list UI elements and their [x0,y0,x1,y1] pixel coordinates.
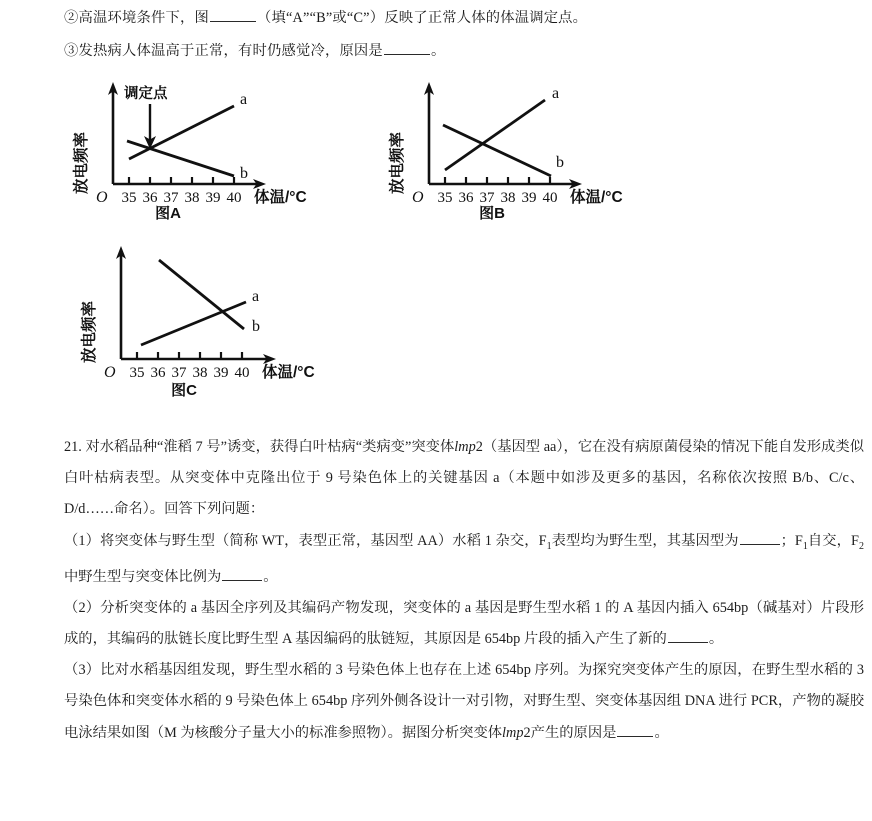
chart-figure-b [388,78,658,222]
x-axis-tick-labels [438,190,558,206]
tick-label: 35 [437,190,453,206]
series-b-line [159,260,244,329]
figure-caption: 图A [155,205,181,222]
question-item-3-after: 。 [430,43,446,59]
origin-label: O [412,189,424,206]
y-axis-label: 放电频率 [73,131,90,194]
answer-blank[interactable] [668,642,708,643]
question-21-stem-part1: 对水稻品种“淮稻 7 号”诱变，获得白叶枯病“类病变”突变体 [85,439,455,455]
origin-label: O [104,364,116,381]
tick-label: 38 [184,190,200,206]
x-axis-tick-labels [122,190,242,206]
gene-name-italic: lmp [454,439,476,455]
tick-label: 39 [205,190,221,206]
y-axis-label: 放电频率 [81,300,98,363]
set-point-annotation-label: 调定点 [124,86,168,102]
tick-label: 36 [142,190,158,206]
y-axis-label: 放电频率 [389,131,406,194]
question-21-stem [64,432,864,526]
question-item-2 [64,8,587,28]
tick-label: 40 [542,190,558,206]
sub1-text-a: （1）将突变体与野生型（简称 WT，表型正常，基因型 AA）水稻 1 杂交，F [64,532,547,549]
answer-blank[interactable] [740,544,780,545]
series-b-label: b [252,318,260,335]
series-a-label: a [240,91,248,108]
tick-label: 39 [213,365,229,381]
tick-label: 36 [150,365,166,381]
tick-label: 38 [500,190,516,206]
series-b-label: b [556,154,564,171]
tick-label: 37 [163,190,179,206]
gene-name-number: 2 [475,439,483,455]
axes [116,246,276,364]
chart-figure-a [72,78,342,222]
sub2-text-b: 。 [708,631,724,648]
series-a-line [445,100,545,170]
answer-blank[interactable] [384,54,430,55]
x-axis-label: 体温/°C [262,364,315,381]
question-item-3-lead: ③发热病人体温高于正常，有时仍感觉冷，原因是 [64,43,383,59]
question-item-3 [64,41,445,61]
set-point-arrow-icon [144,104,156,149]
sub3-text-b: 产生的原因是 [530,724,617,741]
f2-subscript: 2 [859,540,865,552]
tick-label: 35 [129,365,145,381]
f1-subscript: 1 [546,540,552,552]
question-21-sub1 [64,526,864,593]
sub3-text-c: 。 [654,724,669,741]
sub3-text-a: （3）比对水稻基因组发现，野生型水稻的 3 号染色体上也存在上述 654bp 序列。为探究突变体产生的原因，在野生型水稻的 3 号染色体和突变体水稻的 9 号染色体上 654bp 序列外侧各设计一对引物，对野生型、突变体基因组 DNA 进行 PCR，产物的凝胶电泳结果如图（M 为核酸分子量大小的标准参照物）。据图分析突变体 [64,662,864,741]
series-a-line [141,302,246,345]
sub1-text-e: 中野生型与突变体比例为 [64,568,222,585]
x-axis-label: 体温/°C [570,189,623,206]
f1-subscript: 1 [802,540,808,552]
question-item-2-lead: ②高温环境条件下，图 [64,10,209,26]
chart-figure-c [72,235,362,399]
series-a-label: a [252,288,260,305]
question-21-block [64,432,864,749]
figure-c-svg [72,235,362,399]
question-21-sub2 [64,593,864,655]
answer-blank[interactable] [222,580,262,581]
tick-label: 37 [171,365,187,381]
series-a-label: a [552,85,560,102]
sub1-text-d: 自交，F [807,532,860,549]
figure-caption: 图C [171,382,197,399]
series-b-label: b [240,165,248,182]
question-21-number: 21. [64,439,82,455]
tick-label: 35 [121,190,137,206]
figure-a-svg [72,78,342,222]
gene-name-number: 2 [523,724,531,741]
tick-label: 40 [226,190,242,206]
series-a-line [129,106,234,159]
sub1-text-c: ；F [780,532,803,549]
x-axis-label: 体温/°C [254,189,307,206]
figure-b-svg [388,78,658,222]
answer-blank[interactable] [210,21,256,22]
answer-blank[interactable] [617,736,653,737]
gene-name-italic: lmp [502,724,524,741]
tick-label: 36 [458,190,474,206]
sub1-text-b: 表型均为野生型，其基因型为 [551,532,739,549]
question-21-stem-part2: （基因型 aa），它在没有病原菌侵染的情况下能自发形成类似白叶枯病表型。从突变体中克隆出位于 9 号染色体上的关键基因 a（本题中如涉及更多的基因，名称依次按照 B/b、C/c、D/d……命名）。回答下列问题： [64,439,864,518]
x-axis-tick-labels [130,365,250,381]
question-item-2-after: （填“A”“B”或“C”）反映了正常人体的体温调定点。 [256,10,588,26]
tick-label: 40 [234,365,250,381]
tick-label: 37 [479,190,495,206]
tick-label: 39 [521,190,537,206]
figure-caption: 图B [479,205,505,222]
tick-label: 38 [192,365,208,381]
sub1-text-f: 。 [263,568,278,585]
question-21-sub3 [64,655,864,749]
series-b-line [127,141,234,176]
sub2-text-a: （2）分析突变体的 a 基因全序列及其编码产物发现，突变体的 a 基因是野生型水稻 1 的 A 基因内插入 654bp（碱基对）片段形成的，其编码的肽链长度比野生型 A 基因编码的肽链短，其原因是 654bp 片段的插入产生了新的 [64,599,864,648]
origin-label: O [96,189,108,206]
